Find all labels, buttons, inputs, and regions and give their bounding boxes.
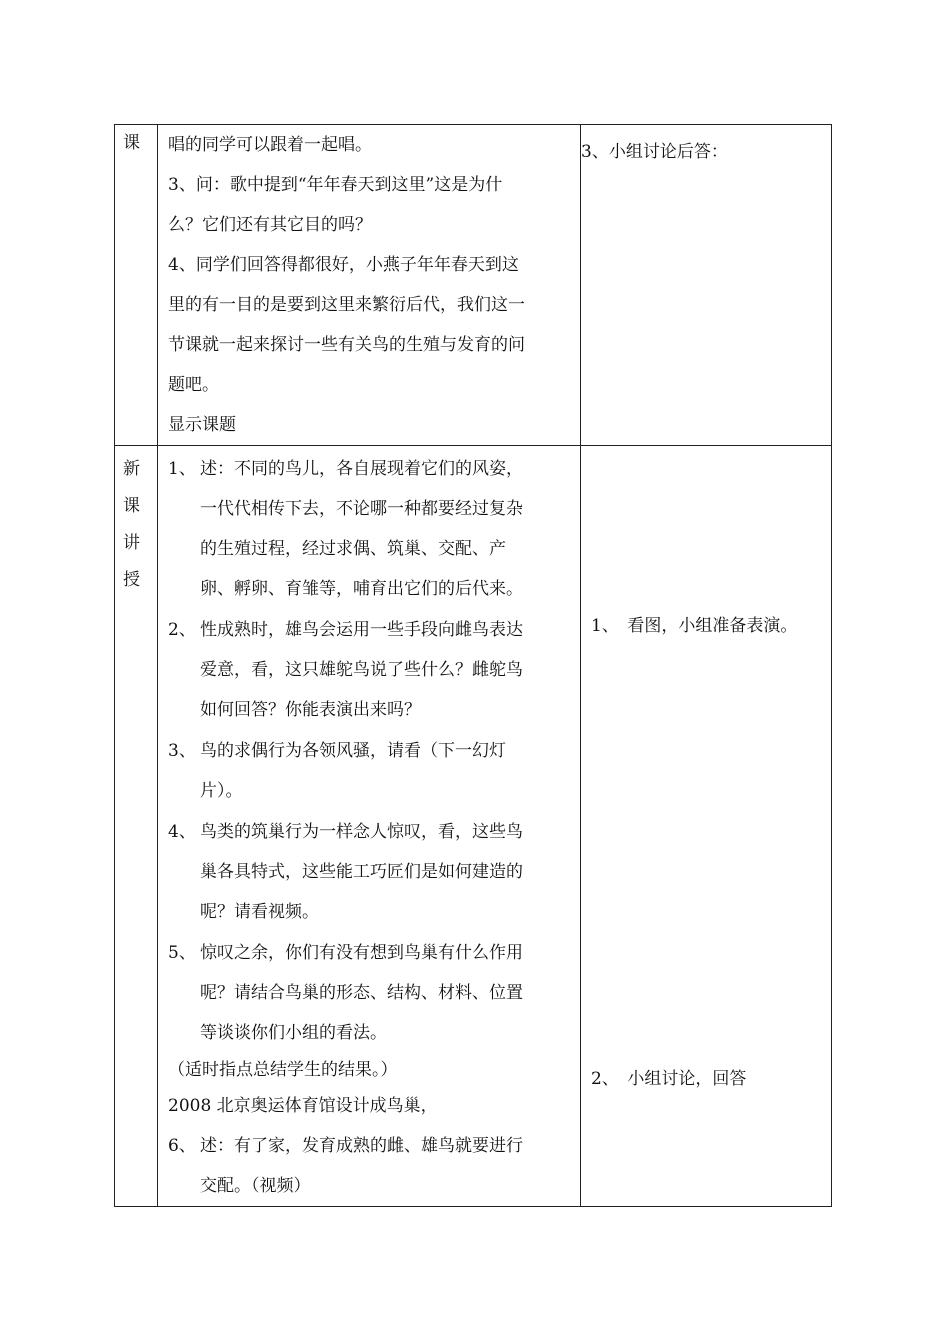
teacher-note: （适时指点总结学生的结果。） <box>168 1060 398 1080</box>
list-item: 2、 性成熟时，雄鸟会运用一些手段向雌鸟表达 爱意，看，这只雄鸵鸟说了些什么？雌鸵鸟 如何回答？你能表演出来吗？ <box>168 620 523 720</box>
list-item: 4、 鸟类的筑巢行为一样念人惊叹，看，这些鸟 巢各具特式，这些能工巧匠们是如何建造的 呢？请看视频。 <box>168 822 523 922</box>
teacher-activity: 唱的同学可以跟着一起唱。 3、问：歌中提到“年年春天到这里”这是为什 么？它们还有其它目的吗？ 4、同学们回答得都很好，小燕子年年春天到这 里的有一目的是要到这里来繁衍后代，我们这一 节课就一起来探讨一些有关鸟的生殖与发育的问 题吧。 显示课题 <box>158 125 581 446</box>
olympic-note: 2008 北京奥运体育馆设计成鸟巢， <box>168 1096 438 1116</box>
list-item: 5、 惊叹之余，你们有没有想到鸟巢有什么作用 呢？请结合鸟巢的形态、结构、材料、位置 等谈谈你们小组的看法。 <box>168 943 523 1043</box>
section-label: 新 课 讲 授 <box>115 446 158 1207</box>
table-row <box>115 446 832 1207</box>
lesson-table <box>114 124 832 1207</box>
student-activity: 3、小组讨论后答： <box>581 125 832 446</box>
list-item: 6、 述：有了家，发育成熟的雌、雄鸟就要进行 交配。（视频） <box>168 1136 523 1196</box>
list-item: 3、 鸟的求偶行为各领风骚，请看（下一幻灯 片）。 <box>168 741 506 801</box>
section-label: 课 <box>115 125 158 446</box>
student-activity: 1、 看图，小组准备表演。 2、 小组讨论，回答 <box>581 446 832 1207</box>
teacher-activity <box>158 446 581 1207</box>
table-row <box>115 125 832 446</box>
list-item: 1、 述：不同的鸟儿，各自展现着它们的风姿， 一代代相传下去，不论哪一种都要经过复杂 的生殖过程，经过求偶、筑巢、交配、产 卵、孵卵、育雏等，哺育出它们的后代来。 <box>168 459 523 599</box>
